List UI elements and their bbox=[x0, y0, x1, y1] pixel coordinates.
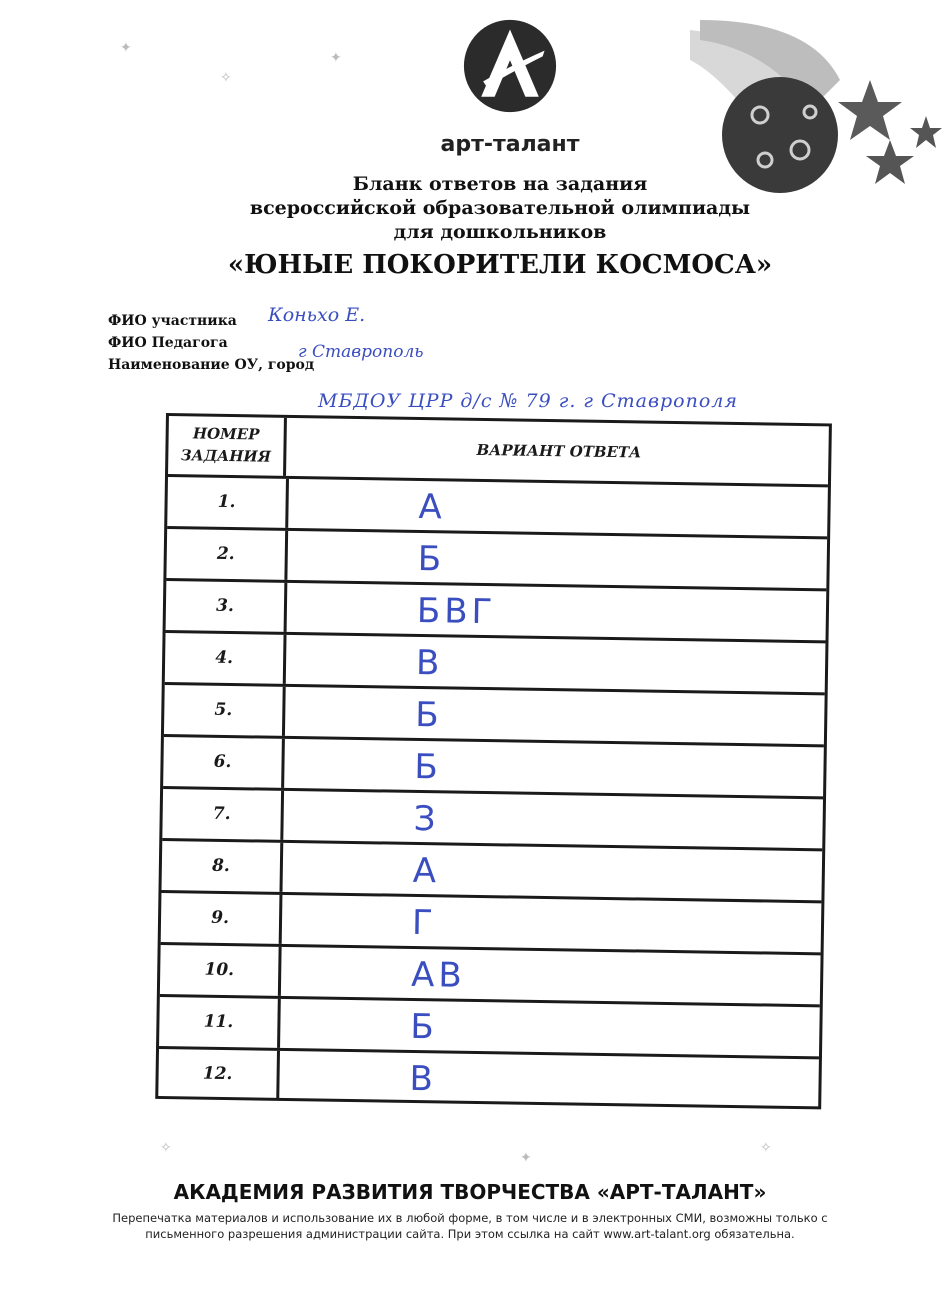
answer-cell[interactable] bbox=[286, 635, 826, 692]
main-title: «ЮНЫЕ ПОКОРИТЕЛИ КОСМОСА» bbox=[227, 250, 773, 280]
answer-cell[interactable] bbox=[287, 531, 827, 588]
task-number: 1. bbox=[167, 477, 289, 528]
task-number: 12. bbox=[158, 1049, 280, 1100]
decor-speck: ✧ bbox=[160, 1140, 172, 1156]
participant-label: ФИО участника bbox=[108, 313, 237, 329]
participant-value: Коньхо Е. bbox=[268, 304, 366, 326]
task-number: 6. bbox=[163, 737, 285, 788]
task-number: 9. bbox=[161, 893, 283, 944]
answer-cell[interactable] bbox=[280, 999, 820, 1056]
task-number: 8. bbox=[162, 841, 284, 892]
teacher-row bbox=[108, 332, 928, 362]
footer-note bbox=[90, 1210, 850, 1242]
answer-cell[interactable] bbox=[287, 583, 827, 640]
art-talant-logo-icon bbox=[462, 18, 558, 114]
teacher-label: ФИО Педагога bbox=[108, 335, 228, 351]
footer bbox=[90, 1180, 850, 1242]
title-line-1: Бланк ответов на задания bbox=[352, 173, 648, 195]
title-line-2: всероссийской образовательной олимпиады bbox=[249, 197, 751, 219]
answer-value: Б bbox=[414, 746, 443, 788]
answer-value: В bbox=[415, 642, 444, 684]
answer-table bbox=[155, 413, 832, 1109]
answer-value: З bbox=[413, 798, 440, 840]
answer-cell[interactable] bbox=[282, 895, 822, 952]
column-header-number-line2: ЗАДАНИЯ bbox=[180, 446, 272, 466]
brand-name: арт-талант bbox=[440, 132, 580, 157]
decor-speck: ✧ bbox=[760, 1140, 772, 1156]
teacher-value: г Ставрополь bbox=[298, 342, 424, 362]
answer-cell[interactable] bbox=[283, 791, 823, 848]
answer-value: АВ bbox=[410, 954, 467, 996]
footer-note-line2: письменного разрешения администрации сайта. При этом ссылка на сайт www.art-talant.org обязательна. bbox=[145, 1227, 795, 1241]
task-number: 10. bbox=[160, 945, 282, 996]
decor-speck: ✦ bbox=[520, 1150, 532, 1166]
title-line-3: для дошкольников bbox=[393, 221, 607, 243]
decor-speck: ✦ bbox=[330, 50, 342, 66]
answer-value: А bbox=[412, 850, 441, 892]
task-number: 11. bbox=[159, 997, 281, 1048]
org-value: МБДОУ ЦРР д/с № 79 г. г Ставрополя bbox=[318, 390, 738, 412]
title-block bbox=[140, 172, 860, 282]
task-number: 7. bbox=[162, 789, 284, 840]
org-row bbox=[108, 354, 928, 412]
answer-value: А bbox=[418, 486, 447, 528]
participant-info bbox=[108, 304, 928, 412]
column-header-number bbox=[168, 416, 287, 476]
answer-cell[interactable] bbox=[279, 1051, 819, 1108]
answer-cell[interactable] bbox=[281, 947, 821, 1004]
answer-cell[interactable] bbox=[288, 479, 828, 536]
column-header-answer: ВАРИАНТ ОТВЕТА bbox=[476, 440, 642, 462]
answer-value: Б bbox=[414, 694, 443, 736]
task-number: 2. bbox=[166, 529, 288, 580]
task-number: 3. bbox=[166, 581, 288, 632]
table-row bbox=[158, 1049, 819, 1108]
decor-speck: ✦ bbox=[120, 40, 132, 56]
column-header-number-line1: НОМЕР bbox=[192, 424, 260, 444]
answer-value: БВГ bbox=[416, 590, 497, 633]
answer-value: В bbox=[409, 1058, 438, 1100]
org-label: Наименование ОУ, город bbox=[108, 357, 315, 373]
answer-value: Б bbox=[417, 538, 446, 580]
table-header bbox=[168, 416, 829, 487]
footer-note-line1: Перепечатка материалов и использование их в любой форме, в том числе и в электронных СМИ, возможны только с bbox=[112, 1211, 828, 1225]
table-body bbox=[158, 477, 828, 1108]
answer-cell[interactable] bbox=[284, 739, 824, 796]
footer-title: АКАДЕМИЯ РАЗВИТИЯ ТВОРЧЕСТВА «АРТ-ТАЛАНТ» bbox=[173, 1180, 767, 1204]
answer-value: Г bbox=[411, 902, 438, 944]
decor-speck: ✧ bbox=[220, 70, 232, 86]
answer-cell[interactable] bbox=[285, 687, 825, 744]
answer-value: Б bbox=[410, 1006, 439, 1048]
participant-row bbox=[108, 304, 928, 332]
task-number: 4. bbox=[165, 633, 287, 684]
answer-cell[interactable] bbox=[282, 843, 822, 900]
task-number: 5. bbox=[164, 685, 286, 736]
